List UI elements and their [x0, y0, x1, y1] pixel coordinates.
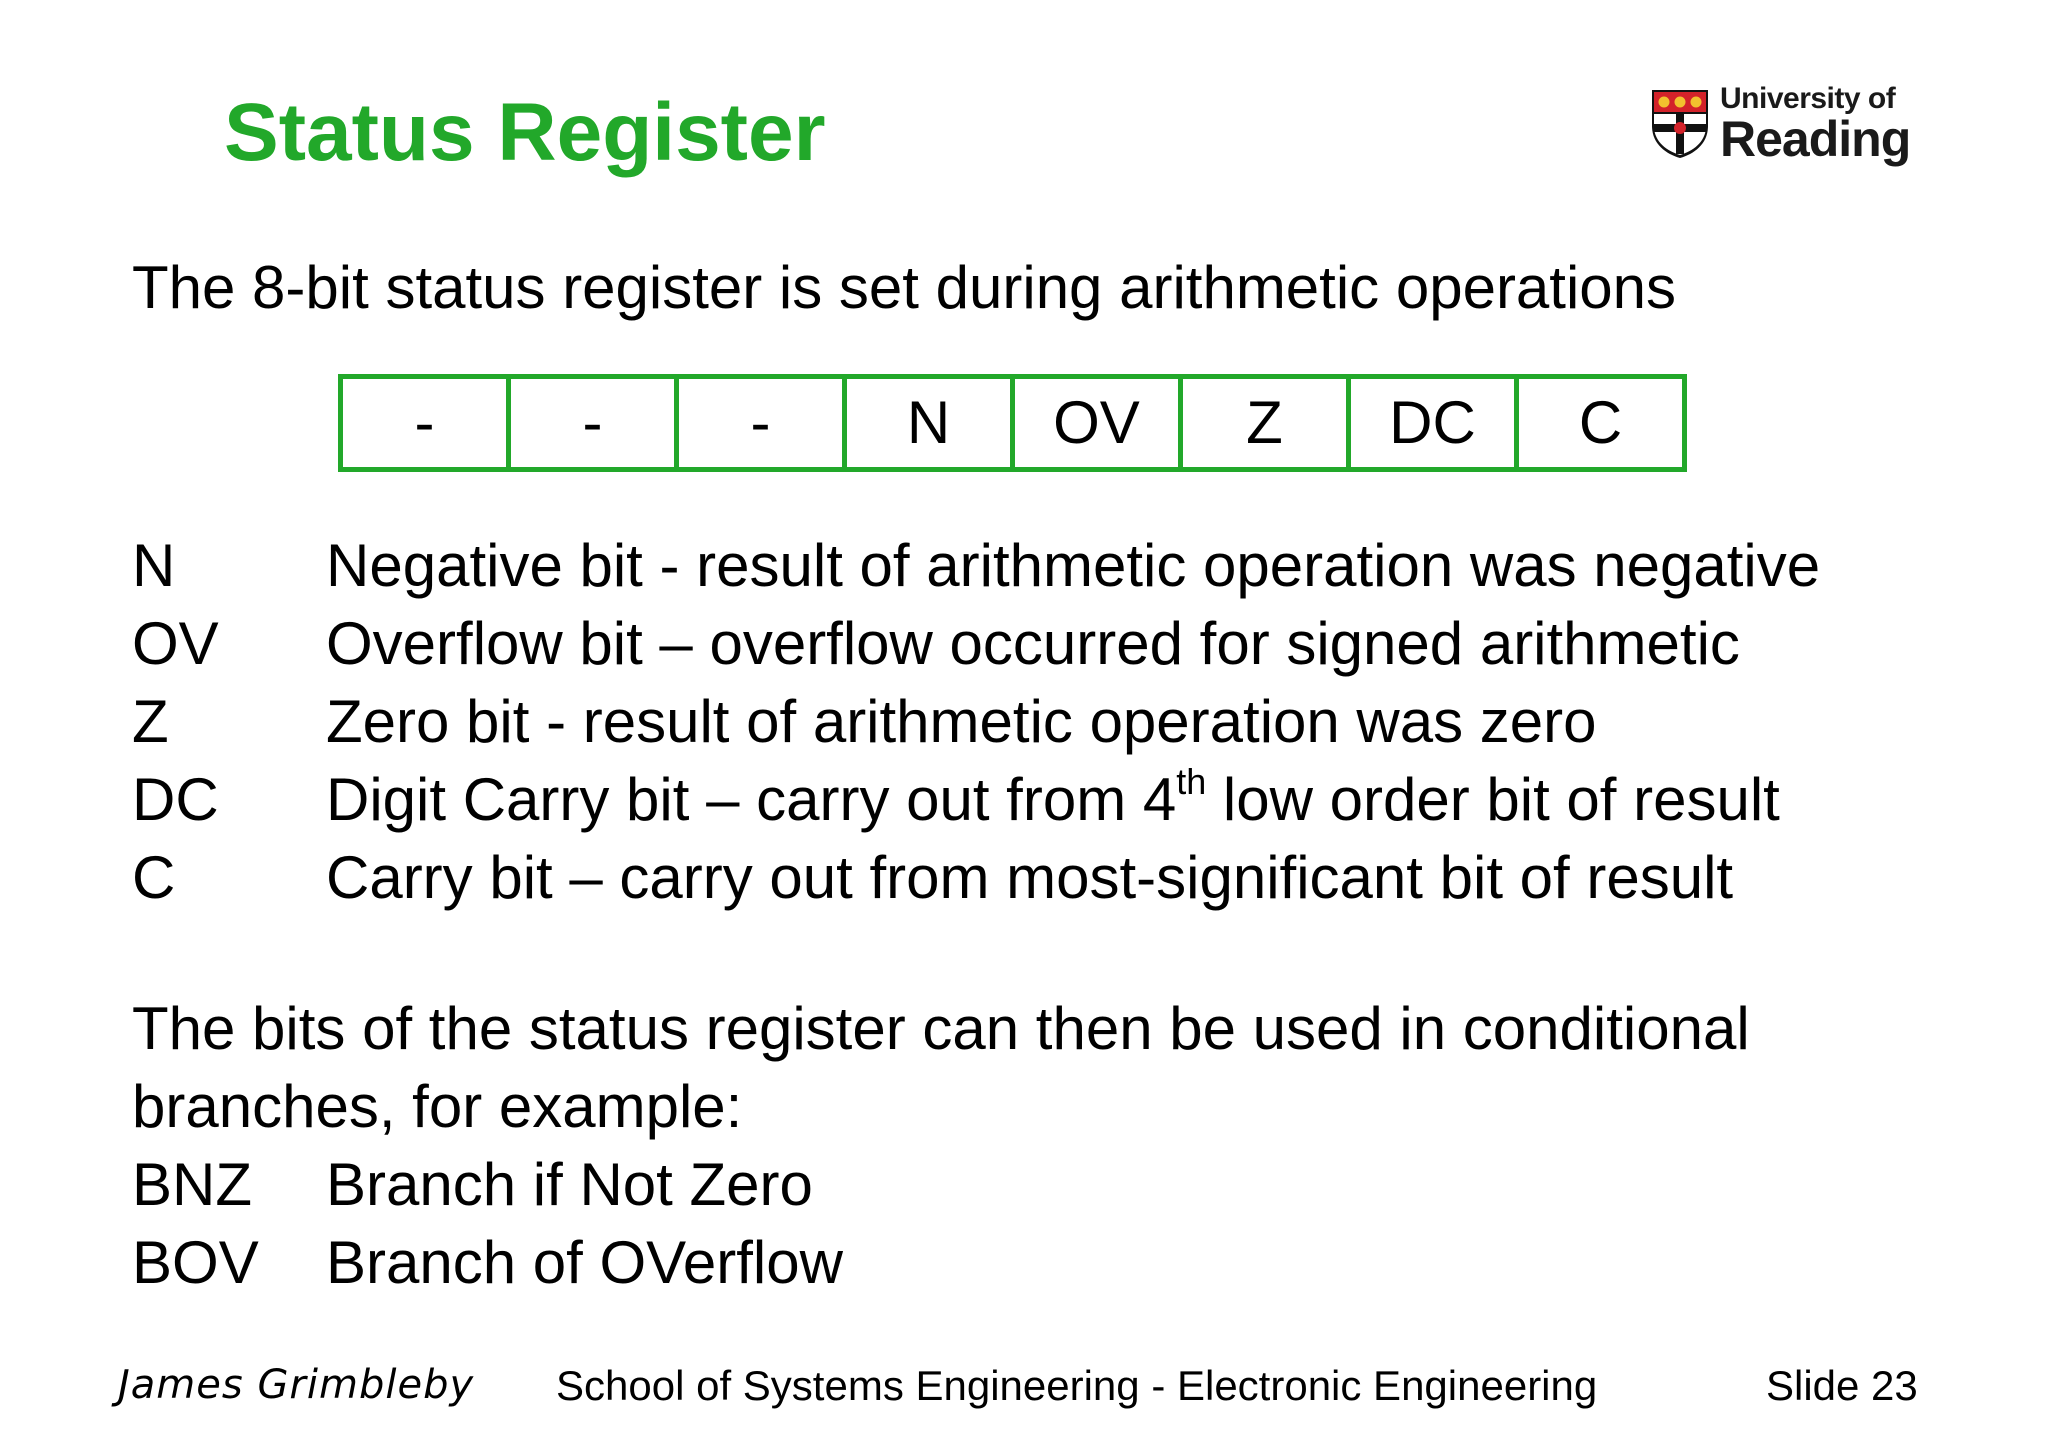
definition-text: Zero bit - result of arithmetic operation was zero: [326, 688, 1597, 755]
branch-example-row: [132, 1146, 1750, 1224]
definition-row: [132, 527, 1820, 605]
university-shield-icon: [1650, 88, 1710, 160]
logo-text-line2: Reading: [1720, 111, 1911, 167]
university-logo: [1650, 80, 1910, 170]
footer-author: James Grimbleby: [118, 1362, 475, 1408]
definition-text-after: low order bit of result: [1206, 766, 1780, 833]
definition-row: [132, 605, 1820, 683]
explanation-line-1: The bits of the status register can then be used in conditional: [132, 995, 1750, 1062]
definition-text: Negative bit - result of arithmetic operation was negative: [326, 532, 1821, 599]
bit-definitions: [132, 527, 1820, 917]
definition-row: [132, 761, 1820, 839]
definition-text: Carry bit – carry out from most-significant bit of result: [326, 844, 1734, 911]
branch-description: Branch if Not Zero: [326, 1151, 813, 1218]
definition-code: C: [132, 844, 176, 911]
slide-title: Status Register: [224, 87, 826, 178]
definition-code: Z: [132, 688, 169, 755]
register-bit-7: -: [343, 379, 511, 467]
definition-row: [132, 839, 1820, 917]
branch-example-row: [132, 1224, 1750, 1302]
register-bit-1: DC: [1351, 379, 1519, 467]
register-bit-0: C: [1578, 389, 1623, 456]
logo-text-line1: University of: [1720, 82, 1896, 115]
definition-code: OV: [132, 610, 219, 677]
slide-number: Slide 23: [1766, 1362, 1918, 1409]
definition-text: [326, 761, 1780, 839]
definition-row: [132, 683, 1820, 761]
branch-explanation: [132, 990, 1750, 1302]
register-bit-3: OV: [1015, 379, 1183, 467]
definition-text: Overflow bit – overflow occurred for signed arithmetic: [326, 610, 1740, 677]
definition-text-before: Digit Carry bit – carry out from 4: [326, 766, 1177, 833]
footer-school: School of Systems Engineering - Electronic Engineering: [556, 1362, 1598, 1409]
definition-text-superscript: th: [1176, 761, 1207, 802]
status-register-diagram: [338, 374, 1687, 472]
definition-code: N: [132, 532, 176, 599]
branch-instruction: BNZ: [132, 1151, 252, 1218]
register-bit-6: -: [511, 379, 679, 467]
branch-instruction: BOV: [132, 1229, 259, 1296]
definition-code: DC: [132, 766, 219, 833]
explanation-line-2: branches, for example:: [132, 1073, 743, 1140]
register-bit-5: -: [679, 379, 847, 467]
intro-text: The 8-bit status register is set during arithmetic operations: [132, 254, 1677, 321]
branch-description: Branch of OVerflow: [326, 1229, 843, 1296]
register-bit-4: N: [847, 379, 1015, 467]
register-bit-2: Z: [1183, 379, 1351, 467]
